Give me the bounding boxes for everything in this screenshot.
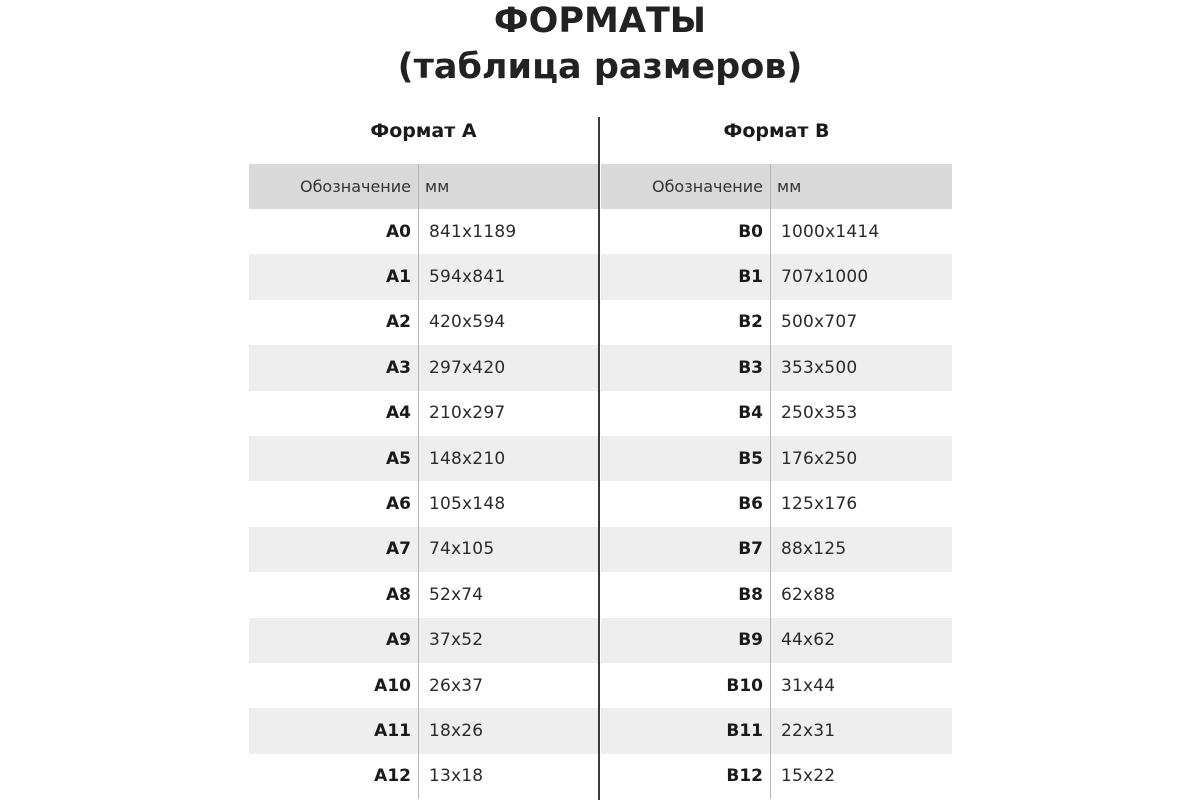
table-row [601, 754, 952, 799]
format-a-table [249, 164, 598, 799]
format-size: 148x210 [429, 448, 506, 469]
table-row [249, 345, 598, 390]
format-code: A12 [249, 754, 419, 799]
format-code: A7 [249, 527, 419, 572]
format-code: B9 [601, 618, 771, 663]
table-row [249, 663, 598, 708]
format-code: B0 [601, 209, 771, 254]
table-row [601, 209, 952, 254]
table-row [249, 391, 598, 436]
column-header-code: Обозначение [249, 164, 419, 209]
format-size: 18x26 [429, 720, 484, 741]
format-code: A9 [249, 618, 419, 663]
table-row [601, 618, 952, 663]
format-size: 15x22 [781, 766, 836, 787]
table-row [249, 300, 598, 345]
format-code: B2 [601, 300, 771, 345]
format-code: B5 [601, 436, 771, 481]
format-size: 707x1000 [781, 267, 869, 288]
format-size: 500x707 [781, 312, 858, 333]
format-b-heading: Формат В [723, 120, 830, 142]
format-code: B11 [601, 708, 771, 753]
format-size: 210x297 [429, 403, 506, 424]
table-row [601, 527, 952, 572]
format-size: 31x44 [781, 675, 836, 696]
format-size: 88x125 [781, 539, 847, 560]
format-size: 44x62 [781, 630, 836, 651]
format-size: 37x52 [429, 630, 484, 651]
page-subtitle: (таблица размеров) [397, 47, 803, 87]
format-size: 594x841 [429, 267, 506, 288]
format-code: A3 [249, 345, 419, 390]
format-code: A8 [249, 572, 419, 617]
format-size: 52x74 [429, 584, 484, 605]
format-code: A2 [249, 300, 419, 345]
format-code: B1 [601, 254, 771, 299]
table-row [249, 618, 598, 663]
format-size: 353x500 [781, 357, 858, 378]
table-row [601, 436, 952, 481]
table-row [249, 527, 598, 572]
format-code: B8 [601, 572, 771, 617]
format-size: 1000x1414 [781, 221, 880, 242]
table-row [601, 300, 952, 345]
table-row [601, 345, 952, 390]
format-code: B6 [601, 481, 771, 526]
format-size: 74x105 [429, 539, 495, 560]
table-header-row [249, 164, 598, 209]
center-divider [598, 117, 600, 800]
format-size: 26x37 [429, 675, 484, 696]
format-code: A4 [249, 391, 419, 436]
format-size: 105x148 [429, 494, 506, 515]
table-header-row [601, 164, 952, 209]
format-code: B10 [601, 663, 771, 708]
table-row [249, 708, 598, 753]
table-row [601, 572, 952, 617]
format-code: A11 [249, 708, 419, 753]
table-row [601, 481, 952, 526]
table-row [601, 254, 952, 299]
page-title: ФОРМАТЫ [493, 1, 707, 41]
format-code: B4 [601, 391, 771, 436]
table-row [601, 663, 952, 708]
format-code: A1 [249, 254, 419, 299]
table-row [601, 708, 952, 753]
format-size: 250x353 [781, 403, 858, 424]
format-size: 841x1189 [429, 221, 517, 242]
table-row [249, 481, 598, 526]
format-b-table [601, 164, 952, 799]
format-size: 420x594 [429, 312, 506, 333]
format-size: 176x250 [781, 448, 858, 469]
table-row [249, 209, 598, 254]
column-header-size: мм [777, 177, 802, 196]
format-code: A0 [249, 209, 419, 254]
format-code: B3 [601, 345, 771, 390]
format-code: A6 [249, 481, 419, 526]
table-row [249, 254, 598, 299]
format-size: 62x88 [781, 584, 836, 605]
format-size: 125x176 [781, 494, 858, 515]
format-size: 22x31 [781, 720, 836, 741]
format-size: 13x18 [429, 766, 484, 787]
format-code: B12 [601, 754, 771, 799]
table-row [249, 436, 598, 481]
format-code: B7 [601, 527, 771, 572]
column-header-size: мм [425, 177, 450, 196]
table-row [249, 754, 598, 799]
format-size: 297x420 [429, 357, 506, 378]
table-row [249, 572, 598, 617]
format-code: A5 [249, 436, 419, 481]
column-header-code: Обозначение [601, 164, 771, 209]
format-code: A10 [249, 663, 419, 708]
table-row [601, 391, 952, 436]
format-a-heading: Формат А [370, 120, 477, 142]
